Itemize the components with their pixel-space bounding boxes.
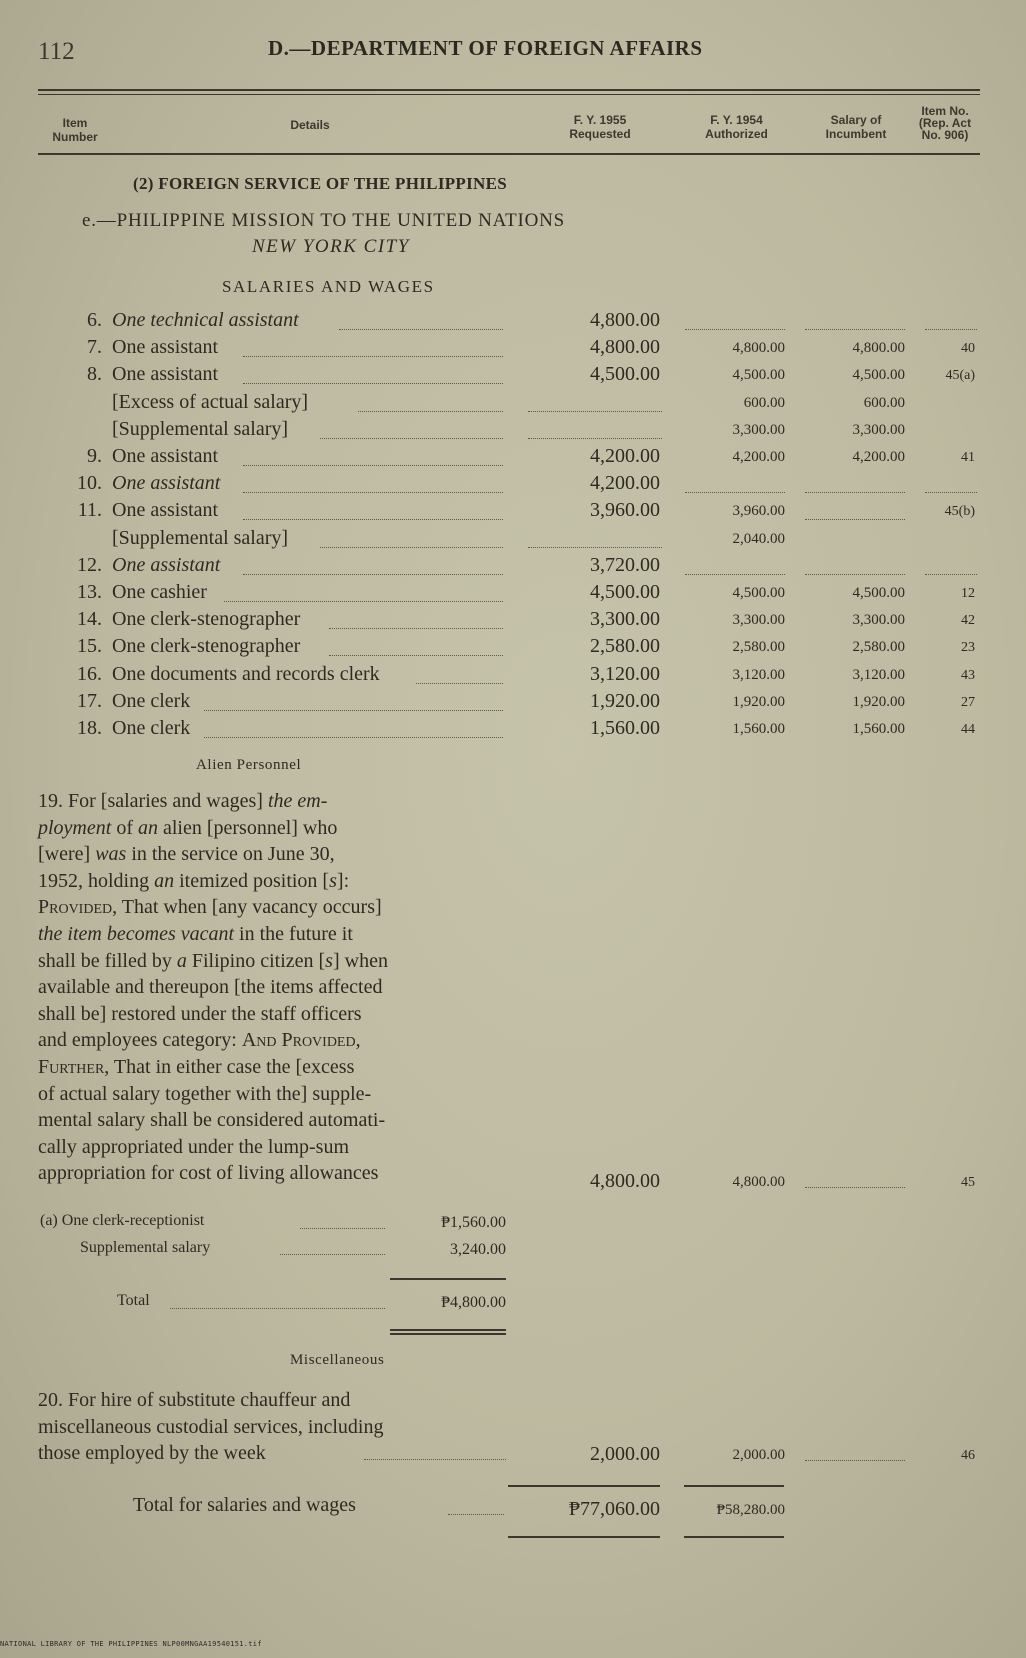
row-detail: One clerk-stenographer: [112, 635, 301, 658]
leader-dots: [805, 574, 905, 575]
item20-fy1954: 2,000.00: [732, 1447, 785, 1463]
row-fy1954: 4,200.00: [732, 449, 785, 465]
leader-dots: [805, 1460, 905, 1461]
row-number: 6.: [87, 309, 102, 331]
row-number: 12.: [77, 553, 102, 576]
row-detail: [Excess of actual salary]: [112, 390, 309, 413]
subsection-title: e.—PHILIPPINE MISSION TO THE UNITED NATIONS: [82, 210, 566, 231]
leader-dots: [243, 574, 503, 575]
row-fy1954: 1,560.00: [732, 721, 785, 737]
para19-line: available and thereupon [the items affected: [38, 976, 383, 999]
leader-dots: [243, 492, 503, 493]
para19-line: of actual salary together with the] supple-: [38, 1082, 372, 1105]
leader-dots: [805, 519, 905, 520]
row-item-no: 12: [961, 586, 975, 601]
city-title: NEW YORK CITY: [252, 236, 410, 257]
total-rule-bottom: [508, 1536, 660, 1538]
leader-dots: [805, 1187, 905, 1188]
row-item-no: 45(b): [944, 504, 975, 520]
scan-footer: NATIONAL LIBRARY OF THE PHILIPPINES NLP00MNGAA19540151.tif: [0, 1640, 262, 1648]
row-item-no: 42: [961, 613, 975, 629]
total-fy1954: ₱58,280.00: [716, 1502, 785, 1518]
leader-dots: [170, 1308, 385, 1309]
row-fy1954: 2,580.00: [732, 639, 785, 656]
row-item-no: 41: [961, 450, 975, 465]
row-number: 13.: [77, 581, 102, 603]
total-rule: [684, 1485, 784, 1487]
leader-dots: [243, 519, 503, 520]
row-fy1955: 4,800.00: [590, 309, 660, 331]
total-double-rule: [390, 1329, 506, 1331]
leader-dots: [685, 574, 785, 575]
leader-dots: [243, 465, 503, 466]
header-rule-top: [38, 89, 980, 91]
para19-line: 19. For [salaries and wages] the em-: [38, 790, 328, 812]
row-detail: One technical assistant: [112, 309, 299, 331]
row-fy1955: 4,500.00: [590, 363, 660, 386]
leader-dots: [925, 574, 977, 575]
row-fy1955: 4,500.00: [590, 581, 660, 603]
row-salary: 4,500.00: [852, 367, 905, 384]
salaries-heading: SALARIES AND WAGES: [222, 277, 435, 296]
row-detail: One clerk-stenographer: [112, 608, 301, 631]
sub-total-value: ₱4,800.00: [441, 1294, 506, 1311]
item20-item-no: 46: [961, 1448, 975, 1463]
subtotal-rule: [390, 1278, 506, 1280]
leader-dots: [416, 683, 503, 684]
paragraph-19: [38, 788, 508, 1187]
para19-line: the item becomes vacant in the future it: [38, 922, 353, 945]
para19-line: cally appropriated under the lump-sum: [38, 1135, 350, 1158]
para19-line: [were] was in the service on June 30,: [38, 843, 335, 866]
row-fy1955: 3,120.00: [590, 662, 660, 685]
leader-dots: [243, 383, 503, 384]
running-head: D.—DEPARTMENT OF FOREIGN AFFAIRS: [268, 36, 703, 60]
row-number: 8.: [87, 363, 102, 386]
col-details: Details: [290, 118, 330, 132]
col-item-no: Item No. (Rep. Act No. 906): [918, 104, 972, 142]
para19-line: appropriation for cost of living allowances: [38, 1162, 379, 1185]
leader-dots: [339, 329, 503, 330]
leader-dots: [329, 628, 503, 629]
leader-dots: [300, 1228, 385, 1229]
row-number: 18.: [77, 717, 102, 739]
row-fy1954: 3,300.00: [732, 421, 785, 438]
paragraph-20: [38, 1387, 508, 1467]
para19-line: shall be filled by a Filipino citizen [s] when: [38, 949, 388, 972]
leader-dots: [320, 438, 503, 439]
row-item-no: 23: [961, 640, 975, 656]
header-rule-bottom: [38, 153, 980, 155]
row-fy1954: 4,500.00: [732, 585, 785, 601]
row-salary: 3,300.00: [852, 421, 905, 438]
row-fy1954: 3,120.00: [732, 666, 785, 683]
row-fy1955: 2,580.00: [590, 635, 660, 658]
leader-dots: [925, 492, 977, 493]
row-number: 16.: [77, 662, 102, 685]
leader-dots: [528, 547, 662, 548]
col-salary: Salary of Incumbent: [825, 113, 887, 141]
sub-a-value: ₱1,560.00: [441, 1214, 506, 1231]
row-number: 11.: [77, 499, 102, 522]
row-salary: 2,580.00: [852, 639, 905, 656]
leader-dots: [224, 601, 503, 602]
leader-dots: [685, 329, 785, 330]
row-fy1954: 600.00: [743, 394, 785, 411]
row-fy1955: 4,800.00: [590, 336, 660, 359]
row-detail: One cashier: [112, 581, 207, 603]
row-detail: [Supplemental salary]: [112, 417, 289, 440]
leader-dots: [805, 329, 905, 330]
row-number: 10.: [77, 472, 102, 495]
para19-line: Provided, That when [any vacancy occurs]: [38, 896, 382, 919]
row-fy1954: 4,500.00: [732, 367, 785, 384]
row-salary: 3,300.00: [852, 612, 905, 629]
para20-line: those employed by the week: [38, 1442, 266, 1465]
sub-supp-value: 3,240.00: [450, 1241, 506, 1258]
row-fy1955: 1,560.00: [590, 717, 660, 739]
para20-line: miscellaneous custodial services, including: [38, 1415, 384, 1438]
row-detail: One clerk: [112, 717, 191, 739]
row-item-no: 43: [961, 667, 975, 683]
sub-supp-label: Supplemental salary: [80, 1239, 211, 1256]
row-detail: [Supplemental salary]: [112, 526, 289, 549]
para19-line: mental salary shall be considered automati-: [38, 1109, 386, 1132]
misc-heading: Miscellaneous: [290, 1352, 385, 1368]
row-salary: 1,560.00: [852, 721, 905, 737]
total-rule-bottom: [684, 1536, 784, 1538]
leader-dots: [528, 438, 662, 439]
row-number: 14.: [77, 608, 102, 631]
row-salary: 4,200.00: [852, 449, 905, 465]
leader-dots: [925, 329, 977, 330]
leader-dots: [364, 1459, 506, 1460]
sub-a-label: (a) One clerk-receptionist: [40, 1212, 205, 1229]
col-fy1955: F. Y. 1955 Requested: [569, 113, 631, 141]
para19-line: Further, That in either case the [excess: [38, 1055, 355, 1078]
row-fy1955: 3,300.00: [590, 608, 660, 631]
row-fy1954: 4,800.00: [732, 340, 785, 357]
row-fy1955: 4,200.00: [590, 472, 660, 495]
row-salary: 4,500.00: [852, 585, 905, 601]
row-fy1955: 3,720.00: [590, 553, 660, 576]
leader-dots: [358, 411, 503, 412]
row-detail: One assistant: [112, 363, 219, 386]
row-detail: One clerk: [112, 689, 191, 712]
row-detail: One assistant: [112, 499, 219, 522]
row-item-no: 27: [961, 694, 975, 710]
para19-line: shall be] restored under the staff officers: [38, 1002, 362, 1025]
para19-line: ployment of an alien [personnel] who: [38, 816, 338, 839]
row-fy1954: 3,300.00: [732, 612, 785, 629]
row-detail: One assistant: [112, 445, 219, 467]
alien-heading: Alien Personnel: [196, 757, 302, 773]
row-salary: 3,120.00: [852, 666, 905, 683]
leader-dots: [320, 547, 503, 548]
row-fy1955: 3,960.00: [590, 499, 660, 522]
row-item-no: 40: [961, 341, 975, 357]
page-number: 112: [38, 38, 75, 65]
leader-dots: [204, 710, 503, 711]
row-detail: One assistant: [112, 336, 219, 359]
item19-fy1955: 4,800.00: [590, 1170, 660, 1192]
leader-dots: [204, 737, 503, 738]
total-fy1955: ₱77,060.00: [568, 1498, 660, 1520]
para19-line: 1952, holding an itemized position [s]:: [38, 869, 350, 892]
leader-dots: [805, 492, 905, 493]
total-rule: [508, 1485, 660, 1487]
col-item-number: Item Number: [52, 116, 98, 144]
section-title: (2) FOREIGN SERVICE OF THE PHILIPPINES: [133, 174, 507, 193]
header-rule-top-thin: [38, 94, 980, 95]
total-label: Total for salaries and wages: [133, 1494, 356, 1516]
row-fy1954: 2,040.00: [732, 530, 785, 547]
leader-dots: [329, 655, 503, 656]
row-salary: 1,920.00: [852, 693, 905, 710]
row-item-no: 44: [961, 722, 975, 737]
leader-dots: [243, 356, 503, 357]
row-detail: One assistant: [112, 472, 221, 495]
row-detail: One assistant: [112, 553, 221, 576]
row-number: 15.: [77, 635, 102, 658]
leader-dots: [280, 1254, 385, 1255]
row-number: 7.: [87, 336, 102, 359]
leader-dots: [528, 411, 662, 412]
item20-fy1955: 2,000.00: [590, 1443, 660, 1465]
item19-fy1954: 4,800.00: [732, 1174, 785, 1190]
leader-dots: [448, 1514, 504, 1515]
row-number: 9.: [87, 445, 102, 467]
col-fy1954: F. Y. 1954 Authorized: [705, 113, 768, 141]
row-fy1955: 1,920.00: [590, 689, 660, 712]
row-detail: One documents and records clerk: [112, 662, 380, 685]
sub-total-label: Total: [117, 1292, 150, 1309]
para19-line: and employees category: And Provided,: [38, 1029, 361, 1052]
row-fy1954: 3,960.00: [732, 503, 785, 520]
item19-item-no: 45: [961, 1175, 975, 1190]
row-item-no: 45(a): [945, 368, 975, 384]
row-salary: 4,800.00: [852, 340, 905, 357]
row-fy1955: 4,200.00: [590, 445, 660, 467]
row-salary: 600.00: [863, 394, 905, 411]
total-double-rule: [390, 1333, 506, 1335]
para20-line: 20. For hire of substitute chauffeur and: [38, 1389, 351, 1411]
row-fy1954: 1,920.00: [732, 693, 785, 710]
leader-dots: [685, 492, 785, 493]
row-number: 17.: [77, 689, 102, 712]
